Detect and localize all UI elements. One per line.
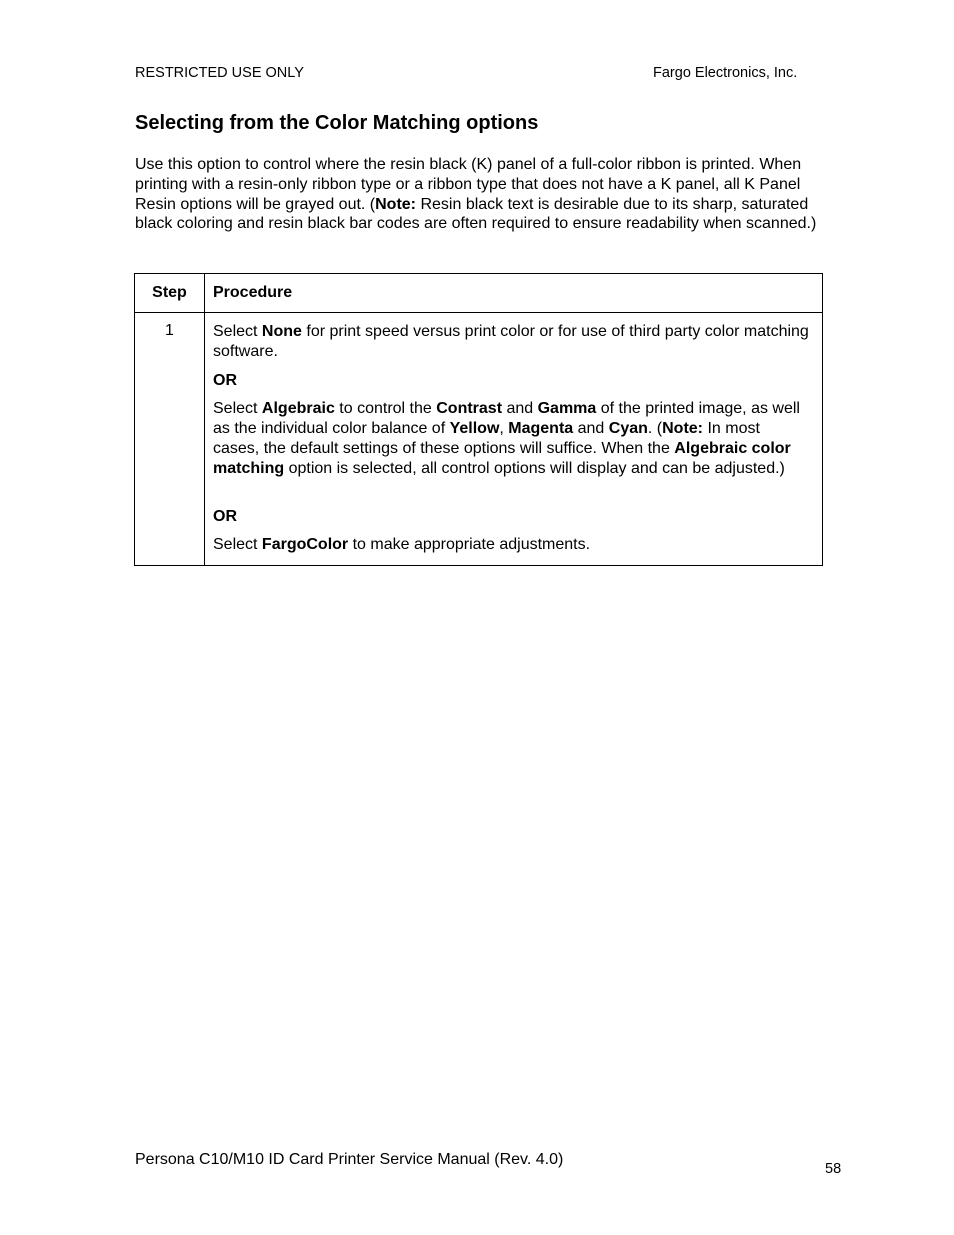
or-separator-2: OR	[213, 507, 237, 525]
table-row	[135, 313, 823, 566]
intro-note-label: Note:	[375, 195, 417, 213]
option-none-text-2: for print speed versus print color or for use of third party color matching software.	[213, 323, 809, 360]
option-algebraic	[213, 399, 810, 478]
fargo-text-a: Select	[213, 536, 262, 554]
step-number: 1	[135, 313, 205, 566]
alg-bold-f: Gamma	[537, 400, 597, 418]
header-restricted: RESTRICTED USE ONLY	[135, 65, 304, 81]
intro-paragraph	[135, 155, 840, 234]
page-number: 58	[825, 1161, 842, 1177]
intro-text-2: Resin black text is desirable due to its sharp, saturated black coloring and resin black bar codes are often required to ensure readability when scanned.)	[135, 195, 817, 233]
option-none	[213, 322, 810, 362]
or-separator-1: OR	[213, 371, 237, 389]
alg-text-m: . (	[647, 420, 663, 438]
alg-bold-j: Magenta	[508, 420, 574, 438]
alg-text-k: and	[573, 420, 609, 438]
alg-bold-d: Contrast	[436, 400, 503, 418]
option-fargocolor	[213, 535, 810, 555]
alg-text-o: In most cases, the default settings of these options will suffice. When the	[213, 420, 760, 457]
alg-bold-l: Cyan	[608, 420, 648, 438]
option-none-bold: None	[261, 323, 302, 340]
alg-text-a: Select	[213, 400, 262, 418]
alg-text-e: and	[502, 400, 538, 418]
alg-bold-b: Algebraic	[261, 400, 335, 418]
procedure-cell	[205, 313, 823, 566]
footer-manual-title: Persona C10/M10 ID Card Printer Service Manual (Rev. 4.0)	[135, 1151, 564, 1168]
alg-bold-p: Algebraic color matching	[213, 439, 791, 477]
alg-bold-h: Yellow	[449, 420, 500, 438]
header-step: Step	[135, 274, 205, 313]
alg-text-i: ,	[499, 420, 509, 438]
alg-text-c: to control the	[334, 400, 437, 418]
fargo-bold-b: FargoColor	[261, 536, 349, 554]
header-procedure: Procedure	[205, 274, 823, 313]
alg-text-g: of the printed image, as well as the individual color balance of	[213, 400, 800, 438]
alg-bold-n: Note:	[662, 420, 704, 438]
procedure-table	[134, 273, 823, 566]
section-title: Selecting from the Color Matching options	[135, 112, 539, 134]
option-none-text: Select	[213, 323, 262, 340]
fargo-text-c: to make appropriate adjustments.	[348, 536, 591, 554]
header-company: Fargo Electronics, Inc.	[653, 65, 798, 81]
intro-text-1: Use this option to control where the resin black (K) panel of a full-color ribbon is printed. When printing with a resin-only ribbon type or a ribbon type that does not have a K panel, all K Panel Resin options will be grayed out. (	[135, 156, 802, 213]
table-header-row	[135, 274, 823, 313]
alg-text-q: option is selected, all control options will display and can be adjusted.)	[284, 459, 785, 477]
